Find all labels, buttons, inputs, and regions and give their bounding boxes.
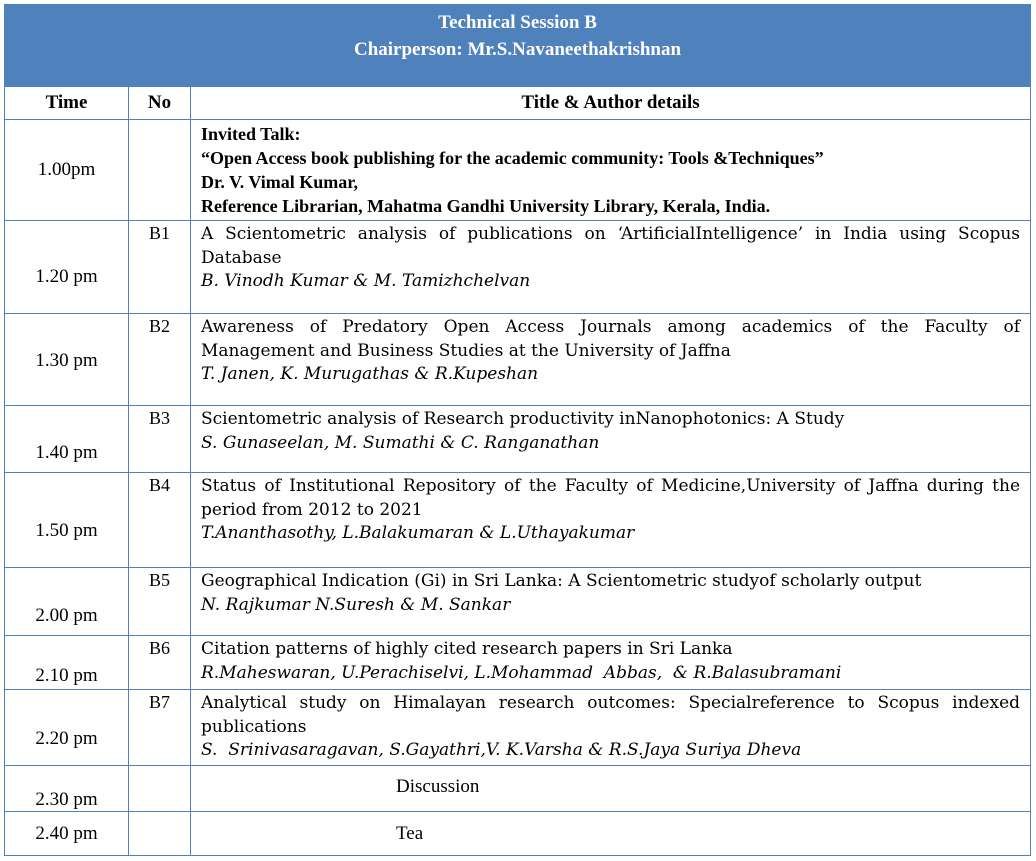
- paper-row: [5, 221, 1031, 314]
- invited-affiliation: Reference Librarian, Mahatma Gandhi University Library, Kerala, India.: [201, 196, 771, 216]
- discussion-label: Discussion: [191, 766, 1031, 812]
- time-cell: 2.20 pm: [5, 690, 129, 766]
- session-header-row: [5, 5, 1031, 87]
- paper-authors: N. Rajkumar N.Suresh & M. Sankar: [201, 594, 511, 615]
- tea-label: Tea: [191, 812, 1031, 856]
- paper-number: B7: [129, 690, 191, 766]
- column-header-row: [5, 87, 1031, 120]
- column-header-no: No: [129, 87, 191, 120]
- paper-details: [191, 314, 1031, 406]
- paper-number: B5: [129, 568, 191, 636]
- number-cell: [129, 812, 191, 856]
- number-cell: [129, 766, 191, 812]
- paper-number: B1: [129, 221, 191, 314]
- time-cell: 1.00pm: [5, 120, 129, 221]
- time-cell: 2.10 pm: [5, 636, 129, 690]
- invited-talk-details: [191, 120, 1031, 221]
- discussion-row: [5, 766, 1031, 812]
- tea-row: [5, 812, 1031, 856]
- paper-details: [191, 406, 1031, 473]
- paper-authors: T. Janen, K. Murugathas & R.Kupeshan: [201, 364, 539, 384]
- session-schedule: [4, 4, 1030, 856]
- paper-authors: S. Srinivasaragavan, S.Gayathri,V. K.Varsha & R.S.Jaya Suriya Dheva: [201, 740, 802, 760]
- paper-title: Geographical Indication (Gi) in Sri Lanka: A Scientometric studyof scholarly output: [201, 571, 922, 591]
- time-cell: 2.40 pm: [5, 812, 129, 856]
- paper-title: Scientometric analysis of Research productivity inNanophotonics: A Study: [201, 409, 845, 429]
- paper-number: B3: [129, 406, 191, 473]
- paper-row: [5, 636, 1031, 690]
- paper-row: [5, 690, 1031, 766]
- paper-row: [5, 314, 1031, 406]
- invited-speaker: Dr. V. Vimal Kumar,: [201, 172, 359, 192]
- session-header: [5, 5, 1031, 87]
- paper-title: A Scientometric analysis of publications on ‘ArtificialIntelligence’ in India using Scopus Database: [201, 224, 1021, 268]
- paper-number: B2: [129, 314, 191, 406]
- paper-title: Status of Institutional Repository of the Faculty of Medicine,University of Jaffna during the period from 2012 to 2021: [201, 476, 1021, 520]
- paper-authors: S. Gunaseelan, M. Sumathi & C. Ranganathan: [201, 432, 600, 453]
- session-chairperson: Chairperson: Mr.S.Navaneethakrishnan: [353, 39, 682, 60]
- paper-authors: T.Ananthasothy, L.Balakumaran & L.Uthayakumar: [201, 523, 635, 543]
- column-header-details: Title & Author details: [191, 87, 1031, 120]
- invited-talk-label: Invited Talk:: [201, 124, 301, 144]
- schedule-table: [4, 4, 1031, 856]
- paper-authors: B. Vinodh Kumar & M. Tamizhchelvan: [201, 271, 531, 291]
- column-header-time: Time: [5, 87, 129, 120]
- paper-details: [191, 636, 1031, 690]
- paper-details: [191, 568, 1031, 636]
- paper-row: [5, 406, 1031, 473]
- session-title: Technical Session B: [438, 12, 597, 33]
- time-cell: 1.30 pm: [5, 314, 129, 406]
- paper-details: [191, 473, 1031, 568]
- paper-title: Awareness of Predatory Open Access Journals among academics of the Faculty of Management and Business Studies at the University of Jaffna: [201, 317, 1021, 361]
- number-cell: [129, 120, 191, 221]
- invited-talk-title: “Open Access book publishing for the academic community: Tools &Techniques”: [201, 148, 824, 168]
- time-cell: 1.40 pm: [5, 406, 129, 473]
- paper-details: [191, 221, 1031, 314]
- time-cell: 2.00 pm: [5, 568, 129, 636]
- paper-row: [5, 568, 1031, 636]
- paper-row: [5, 473, 1031, 568]
- paper-number: B6: [129, 636, 191, 690]
- time-cell: 2.30 pm: [5, 766, 129, 812]
- paper-details: [191, 690, 1031, 766]
- paper-authors: R.Maheswaran, U.Perachiselvi, L.Mohammad Abbas, & R.Balasubramani: [201, 662, 842, 683]
- invited-talk-row: [5, 120, 1031, 221]
- time-cell: 1.20 pm: [5, 221, 129, 314]
- paper-title: Citation patterns of highly cited research papers in Sri Lanka: [201, 639, 733, 659]
- paper-title: Analytical study on Himalayan research outcomes: Specialreference to Scopus indexed publications: [201, 693, 1021, 737]
- paper-number: B4: [129, 473, 191, 568]
- time-cell: 1.50 pm: [5, 473, 129, 568]
